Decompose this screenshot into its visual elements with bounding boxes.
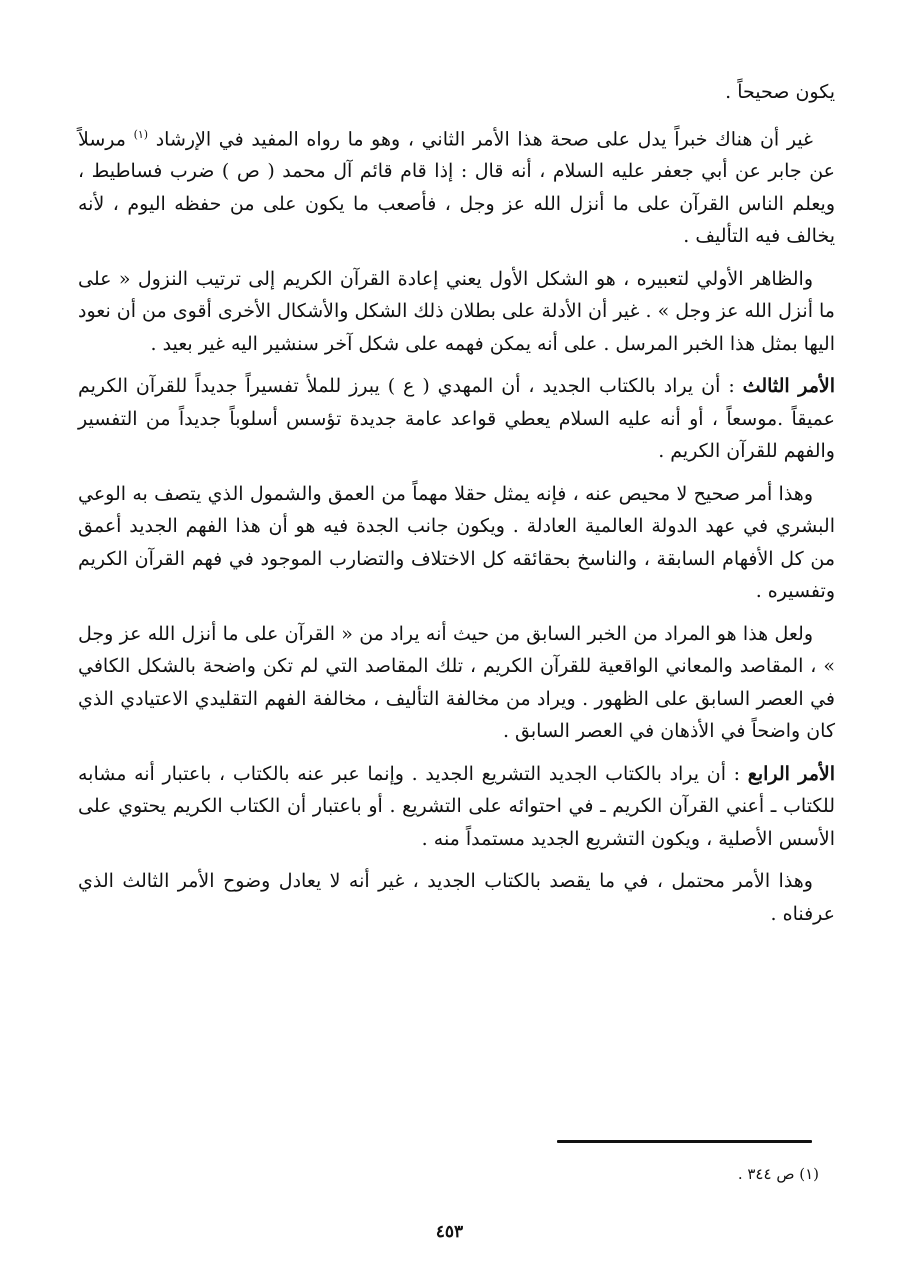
paragraph: والظاهر الأولي لتعبيره ، هو الشكل الأول يعني إعادة القرآن الكريم إلى ترتيب النزول « على ما أنزل الله عز وجل » . غير أن الأدلة على بطلان ذلك الشكل والأشكال الأخرى أقوى من أن نعود اليها بمثل هذا الخبر المرسل . على أنه يمكن فهمه على شكل آخر سنشير اليه غير بعيد .: [78, 267, 835, 355]
page-number: ٤٥٣: [435, 1222, 464, 1242]
paragraph: وهذا أمر صحيح لا محيص عنه ، فإنه يمثل حقلا مهماً من العمق والشمول الذي يتصف به الوعي البشري في عهد الدولة العالمية العادلة . ويكون جانب الجدة فيه هو أن هذا الفهم الجديد أعمق من كل الأفهام السابقة ، والناسخ بحقائقه كل الاختلاف والتضارب الموجود في فهم القرآن الكريم وتفسيره .: [78, 482, 835, 603]
paragraph-text: : أن يراد بالكتاب الجديد التشريع الجديد . وإنما عبر عنه بالكتاب ، باعتبار أنه مشابه للكتاب ـ أعني القرآن الكريم ـ في احتوائه على التشريع . أو باعتبار أن الكتاب الكريم يحتوي على الأسس الأصلية ، ويكون التشريع الجديد مستمداً منه .: [78, 762, 835, 850]
paragraph: وهذا الأمر محتمل ، في ما يقصد بالكتاب الجديد ، غير أنه لا يعادل وضوح الأمر الثالث الذي عرفناه .: [78, 870, 835, 925]
paragraph-text: مرسلاً عن جابر عن أبي جعفر عليه السلام ، أنه قال : إذا قام قائم آل محمد ( ص ) ضرب فساطيط ، ويعلم الناس القرآن على ما أنزل الله عز وجل ، فأصعب ما يكون على من حفظه اليوم ، لأنه يخالف فيه التأليف .: [78, 127, 836, 248]
footnote: (١) ص ٣٤٤ .: [737, 1165, 819, 1183]
paragraph-text: : أن يراد بالكتاب الجديد ، أن المهدي ( ع ) يبرز للملأ تفسيراً جديداً للقرآن الكريم عميقاً .موسعاً ، أو أنه عليه السلام يعطي قواعد عامة جديدة تؤسس أسلوباً جديداً من التفسير والفهم للقرآن الكريم .: [78, 375, 835, 463]
section-heading: الأمر الثالث: [742, 375, 835, 398]
footnote-separator: [557, 1140, 812, 1143]
paragraph: [78, 758, 835, 856]
paragraph: [78, 370, 835, 468]
paragraph-text: غير أن هناك خبراً يدل على صحة هذا الأمر الثاني ، وهو ما رواه المفيد في الإرشاد: [155, 127, 813, 150]
paragraph: [78, 119, 835, 253]
footnote-reference: (١): [133, 127, 149, 141]
section-heading: الأمر الرابع: [747, 762, 835, 785]
paragraph: يكون صحيحاً .: [725, 81, 835, 103]
paragraph: ولعل هذا هو المراد من الخبر السابق من حيث أنه يراد من « القرآن على ما أنزل الله عز وجل » ، المقاصد والمعاني الواقعية للقرآن الكريم ، تلك المقاصد التي لم تكن واضحة بالشكل الكافي في العصر السابق على الظهور . ويراد من مخالفة التأليف ، مخالفة الفهم التقليدي الاعتيادي الذي كان واضحاً في الأذهان في العصر السابق .: [78, 622, 835, 743]
page-body: [78, 76, 835, 940]
